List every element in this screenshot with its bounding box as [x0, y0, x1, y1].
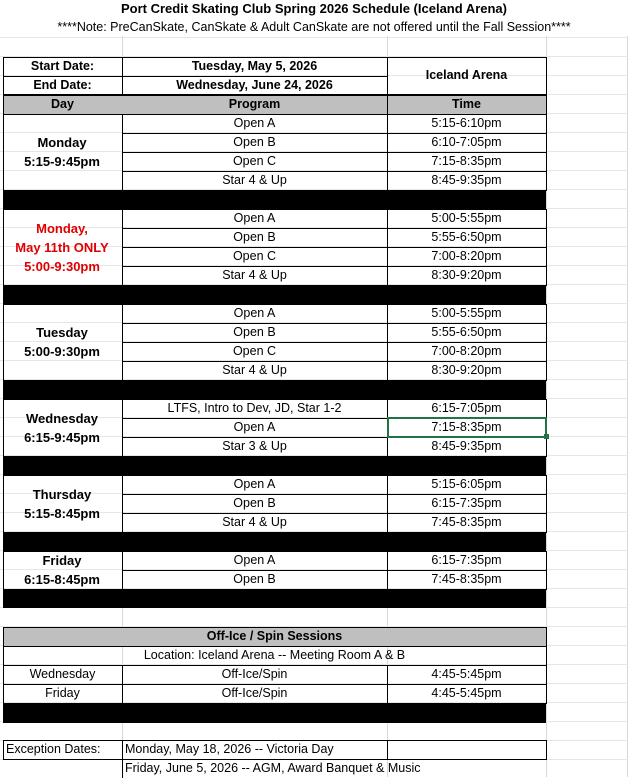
time-cell[interactable]: 6:15-7:35pm [431, 496, 502, 510]
program-cell[interactable]: Star 4 & Up [222, 363, 287, 377]
day-name-line: 6:15-8:45pm [24, 572, 100, 587]
time-cell[interactable]: 7:45-8:35pm [431, 572, 502, 586]
office-divider [387, 665, 388, 703]
end-date-value[interactable]: Wednesday, June 24, 2026 [176, 78, 333, 92]
day-name-line: 5:00-9:30pm [24, 344, 100, 359]
day-name-line: 5:00-9:30pm [24, 259, 100, 274]
day-name-line: Thursday [32, 487, 92, 502]
time-cell[interactable]: 8:30-9:20pm [431, 268, 502, 282]
day-name-3[interactable] [3, 323, 121, 361]
program-cell[interactable]: Open C [232, 344, 277, 358]
day-name-5[interactable] [3, 485, 121, 523]
day-name-line: Monday [37, 135, 87, 150]
separator-bar [3, 380, 546, 399]
office-program[interactable]: Off-Ice/Spin [221, 686, 288, 700]
program-cell[interactable]: Star 3 & Up [222, 439, 287, 453]
program-cell[interactable]: Open A [233, 420, 276, 434]
time-cell[interactable]: 5:55-6:50pm [431, 230, 502, 244]
program-cell[interactable]: Open B [233, 325, 276, 339]
separator-bar [3, 456, 546, 475]
time-cell[interactable]: 5:15-6:05pm [431, 477, 502, 491]
office-title[interactable]: Off-Ice / Spin Sessions [206, 629, 343, 643]
gridline-horizontal [0, 37, 628, 38]
program-cell[interactable]: Open A [233, 211, 276, 225]
day-name-line: Monday, [36, 221, 88, 236]
location-label[interactable]: Iceland Arena [425, 68, 508, 82]
session-note: ****Note: PreCanSkate, CanSkate & Adult CanSkate are not offered until the Fall Session**** [57, 20, 571, 34]
time-cell[interactable]: 8:45-9:35pm [431, 173, 502, 187]
program-cell[interactable]: LTFS, Intro to Dev, JD, Star 1-2 [167, 401, 342, 415]
sheet-title: Port Credit Skating Club Spring 2026 Schedule (Iceland Arena) [121, 1, 507, 16]
day-name-1[interactable] [3, 133, 121, 171]
program-cell[interactable]: Open A [233, 553, 276, 567]
program-cell[interactable]: Star 4 & Up [222, 515, 287, 529]
separator-bar [3, 190, 546, 209]
time-cell[interactable]: 5:00-5:55pm [431, 211, 502, 225]
exception-date[interactable]: Monday, May 18, 2026 -- Victoria Day [125, 742, 334, 756]
program-cell[interactable]: Open B [233, 230, 276, 244]
start-date-label[interactable]: Start Date: [30, 59, 95, 73]
program-cell[interactable]: Open A [233, 477, 276, 491]
time-cell[interactable]: 7:00-8:20pm [431, 344, 502, 358]
separator-bar [3, 285, 546, 304]
day-name-line: Tuesday [36, 325, 88, 340]
time-cell[interactable]: 8:30-9:20pm [431, 363, 502, 377]
time-cell[interactable]: 5:00-5:55pm [431, 306, 502, 320]
time-cell[interactable]: 7:00-8:20pm [431, 249, 502, 263]
start-date-value[interactable]: Tuesday, May 5, 2026 [191, 59, 318, 73]
program-cell[interactable]: Open B [233, 135, 276, 149]
day-name-line: 6:15-9:45pm [24, 430, 100, 445]
day-name-6[interactable] [3, 551, 121, 589]
program-cell[interactable]: Star 4 & Up [222, 268, 287, 282]
time-cell[interactable]: 5:55-6:50pm [431, 325, 502, 339]
exceptions-divider [387, 740, 388, 759]
program-cell[interactable]: Open A [233, 306, 276, 320]
time-cell[interactable]: 7:15-8:35pm [431, 420, 502, 434]
time-cell[interactable]: 7:15-8:35pm [431, 154, 502, 168]
time-cell[interactable]: 6:10-7:05pm [431, 135, 502, 149]
program-cell[interactable]: Open C [232, 154, 277, 168]
day-name-line: 5:15-9:45pm [24, 154, 100, 169]
end-date-label[interactable]: End Date: [33, 78, 92, 92]
separator-bar [3, 589, 546, 608]
office-day[interactable]: Friday [45, 686, 80, 700]
day-name-line: Wednesday [25, 411, 98, 426]
office-divider [122, 665, 123, 703]
column-header-time[interactable]: Time [452, 97, 481, 111]
separator-bar [3, 532, 546, 551]
exception-date[interactable]: Friday, June 5, 2026 -- AGM, Award Banquet & Music [125, 761, 421, 775]
time-cell[interactable]: 6:15-7:35pm [431, 553, 502, 567]
office-time[interactable]: 4:45-5:45pm [431, 667, 502, 681]
day-name-line: May 11th ONLY [15, 240, 109, 255]
day-name-line: 5:15-8:45pm [24, 506, 100, 521]
time-cell[interactable]: 5:15-6:10pm [431, 116, 502, 130]
time-cell[interactable]: 6:15-7:05pm [431, 401, 502, 415]
time-cell[interactable]: 8:45-9:35pm [431, 439, 502, 453]
day-name-4[interactable] [3, 409, 121, 447]
day-name-2[interactable] [3, 219, 121, 276]
selected-cell[interactable] [387, 417, 547, 438]
program-cell[interactable]: Open C [232, 249, 277, 263]
office-day[interactable]: Wednesday [29, 667, 96, 681]
program-cell[interactable]: Star 4 & Up [222, 173, 287, 187]
program-cell[interactable]: Open B [233, 572, 276, 586]
office-program[interactable]: Off-Ice/Spin [221, 667, 288, 681]
program-cell[interactable]: Open A [233, 116, 276, 130]
program-cell[interactable]: Open B [233, 496, 276, 510]
separator-bar [3, 704, 546, 723]
column-header-day[interactable]: Day [51, 97, 74, 111]
exceptions-divider [122, 740, 123, 778]
fill-handle[interactable] [544, 434, 549, 439]
exceptions-label[interactable]: Exception Dates: [6, 742, 101, 756]
column-header-program[interactable]: Program [228, 97, 281, 111]
office-time[interactable]: 4:45-5:45pm [431, 686, 502, 700]
time-cell[interactable]: 7:45-8:35pm [431, 515, 502, 529]
office-location[interactable]: Location: Iceland Arena -- Meeting Room A & B [143, 648, 406, 662]
day-name-line: Friday [42, 553, 82, 568]
